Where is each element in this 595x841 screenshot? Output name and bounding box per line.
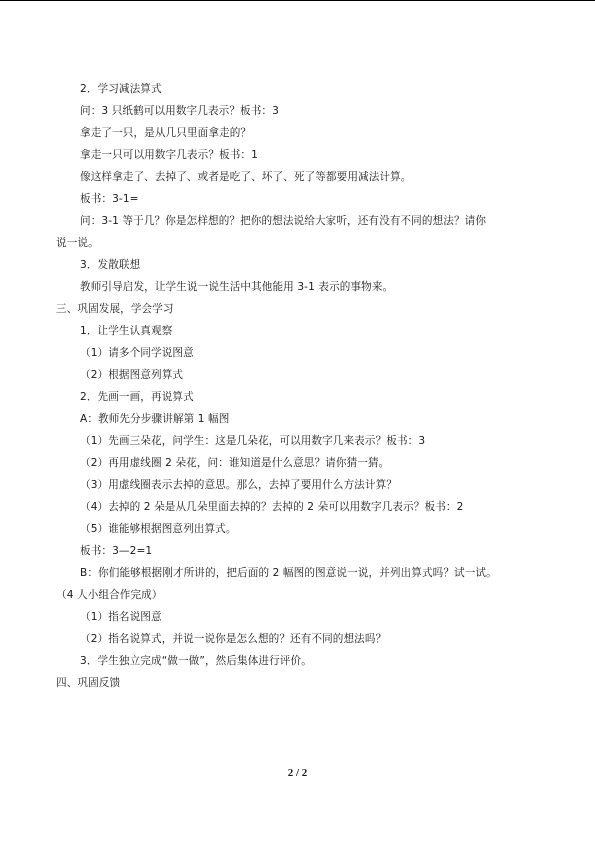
text-line: 问：3-1 等于几？你是怎样想的？把你的想法说给大家听，还有没有不同的想法？请你 — [80, 215, 487, 227]
text-line: 说一说。 — [56, 237, 99, 249]
text-line: （1）先画三朵花，问学生：这是几朵花，可以用数字几来表示？板书：3 — [80, 435, 426, 447]
text-line: 教师引导启发，让学生说一说生活中其他能用 3-1 表示的事物来。 — [80, 281, 394, 293]
text-line: （2）根据图意列算式 — [80, 369, 184, 381]
text-line: （2）再用虚线圈 2 朵花，问：谁知道是什么意思？请你猜一猜。 — [80, 457, 390, 469]
text-line: （3）用虚线圈表示去掉的意思。那么，去掉了要用什么方法计算？ — [80, 479, 397, 491]
text-line: （2）指名说算式，并说一说你是怎么想的？还有不同的想法吗？ — [80, 633, 387, 645]
text-line: 板书：3-1= — [80, 193, 139, 205]
text-line: 1．让学生认真观察 — [80, 325, 173, 337]
text-line: B：你们能够根据刚才所讲的，把后面的 2 幅图的图意说一说，并列出算式吗？试一试。 — [80, 567, 497, 579]
text-line: （4）去掉的 2 朵是从几朵里面去掉的？去掉的 2 朵可以用数字几表示？板书：2 — [80, 501, 464, 513]
text-line: 拿走一只可以用数字几表示？板书：1 — [80, 149, 258, 161]
page-number: 2 / 2 — [287, 767, 308, 779]
text-line: （1）请多个同学说图意 — [80, 347, 194, 359]
text-line: A：教师先分步骤讲解第 1 幅图 — [80, 413, 230, 425]
text-line: 2．学习减法算式 — [80, 83, 162, 95]
section-heading: 四、巩固反馈 — [56, 677, 121, 689]
text-line: 3．学生独立完成“做一做”，然后集体进行评价。 — [80, 655, 312, 667]
text-line: 问：3 只纸鹤可以用数字几表示？板书：3 — [80, 105, 279, 117]
text-line: 板书：3—2=1 — [80, 545, 153, 557]
text-line: 像这样拿走了、去掉了、或者是吃了、坏了、死了等都要用减法计算。 — [80, 171, 412, 183]
text-line: （5）谁能够根据图意列出算式。 — [80, 523, 237, 535]
text-line: 拿走了一只，是从几只里面拿走的？ — [80, 127, 252, 139]
text-line: （4 人小组合作完成） — [56, 589, 163, 601]
section-heading: 三、巩固发展，学会学习 — [56, 303, 174, 315]
text-line: （1）指名说图意 — [80, 611, 162, 623]
text-line: 2．先画一画，再说算式 — [80, 391, 194, 403]
text-line: 3．发散联想 — [80, 259, 141, 271]
page-top-border — [0, 0, 595, 1]
